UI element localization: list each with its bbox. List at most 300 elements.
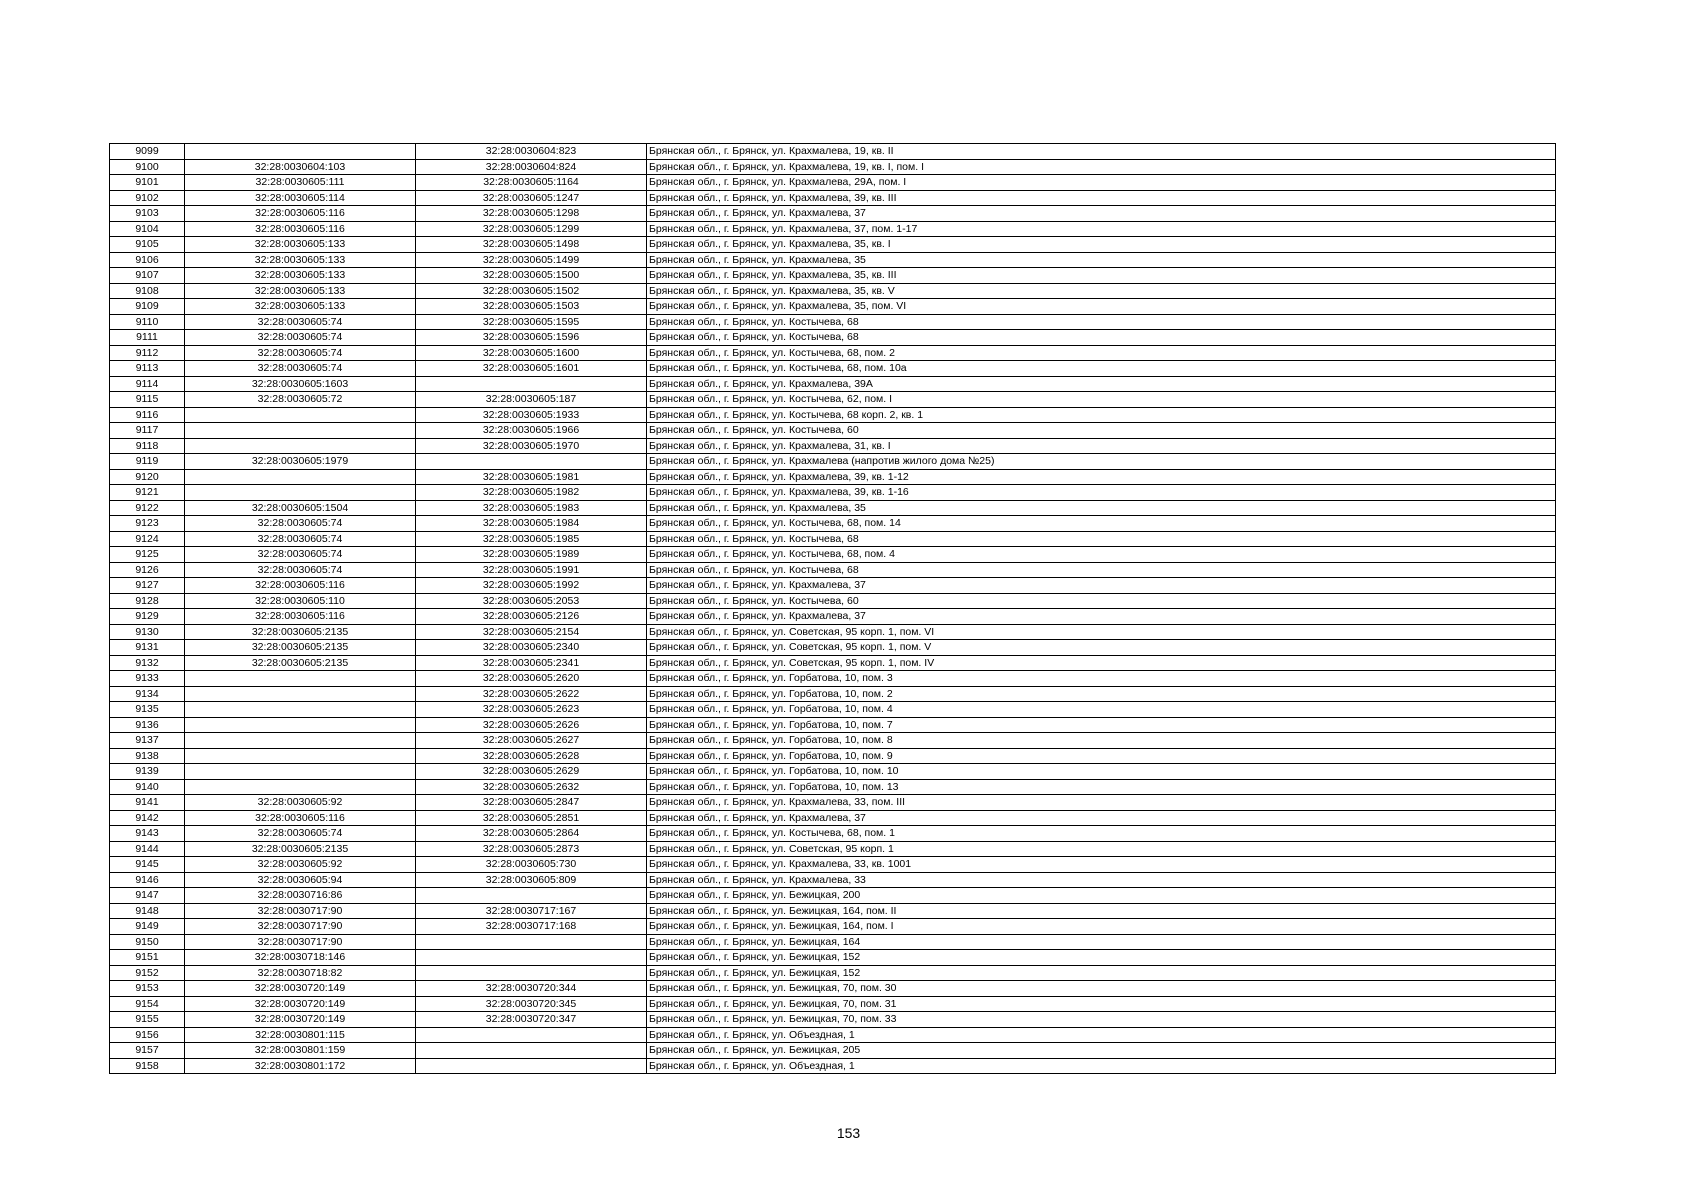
address-cell: Брянская обл., г. Брянск, ул. Костычева, 68, пом. 14 [647,516,1556,532]
row-number-cell: 9120 [110,469,185,485]
row-number-cell: 9118 [110,438,185,454]
row-number-cell: 9139 [110,764,185,780]
row-number-cell: 9112 [110,345,185,361]
table-row [110,283,1556,299]
cadastral-number-cell: 32:28:0030605:1979 [185,454,416,470]
object-cadastral-number-cell: 32:28:0030720:345 [416,996,647,1012]
row-number-cell: 9117 [110,423,185,439]
address-cell: Брянская обл., г. Брянск, ул. Объездная, 1 [647,1058,1556,1074]
cadastral-number-cell: 32:28:0030801:159 [185,1043,416,1059]
address-cell: Брянская обл., г. Брянск, ул. Бежицкая, 70, пом. 31 [647,996,1556,1012]
cadastral-number-cell: 32:28:0030605:2135 [185,624,416,640]
address-cell: Брянская обл., г. Брянск, ул. Крахмалева (напротив жилого дома №25) [647,454,1556,470]
registry-table-body [110,144,1556,1074]
table-row [110,733,1556,749]
table-row [110,144,1556,160]
row-number-cell: 9150 [110,934,185,950]
cadastral-number-cell: 32:28:0030605:74 [185,562,416,578]
address-cell: Брянская обл., г. Брянск, ул. Костычева, 60 [647,423,1556,439]
object-cadastral-number-cell [416,1043,647,1059]
address-cell: Брянская обл., г. Брянск, ул. Горбатова, 10, пом. 7 [647,717,1556,733]
cadastral-number-cell [185,702,416,718]
address-cell: Брянская обл., г. Брянск, ул. Крахмалева, 37 [647,810,1556,826]
address-cell: Брянская обл., г. Брянск, ул. Горбатова, 10, пом. 4 [647,702,1556,718]
address-cell: Брянская обл., г. Брянск, ул. Крахмалева, 33, кв. 1001 [647,857,1556,873]
object-cadastral-number-cell: 32:28:0030605:1970 [416,438,647,454]
object-cadastral-number-cell: 32:28:0030605:809 [416,872,647,888]
cadastral-number-cell: 32:28:0030605:74 [185,314,416,330]
cadastral-number-cell [185,779,416,795]
address-cell: Брянская обл., г. Брянск, ул. Крахмалева, 35, пом. VI [647,299,1556,315]
address-cell: Брянская обл., г. Брянск, ул. Крахмалева, 35, кв. V [647,283,1556,299]
object-cadastral-number-cell [416,1027,647,1043]
address-cell: Брянская обл., г. Брянск, ул. Советская, 95 корп. 1, пом. IV [647,655,1556,671]
table-row [110,841,1556,857]
address-cell: Брянская обл., г. Брянск, ул. Костычева, 68, пом. 4 [647,547,1556,563]
address-cell: Брянская обл., г. Брянск, ул. Крахмалева, 19, кв. II [647,144,1556,160]
object-cadastral-number-cell [416,950,647,966]
object-cadastral-number-cell: 32:28:0030605:1933 [416,407,647,423]
row-number-cell: 9145 [110,857,185,873]
object-cadastral-number-cell: 32:28:0030605:1984 [416,516,647,532]
table-row [110,237,1556,253]
row-number-cell: 9130 [110,624,185,640]
table-row [110,593,1556,609]
cadastral-number-cell: 32:28:0030605:74 [185,361,416,377]
cadastral-number-cell [185,144,416,160]
row-number-cell: 9121 [110,485,185,501]
table-row [110,686,1556,702]
address-cell: Брянская обл., г. Брянск, ул. Советская, 95 корп. 1 [647,841,1556,857]
row-number-cell: 9102 [110,190,185,206]
cadastral-number-cell: 32:28:0030605:74 [185,516,416,532]
address-cell: Брянская обл., г. Брянск, ул. Крахмалева, 37, пом. 1-17 [647,221,1556,237]
cadastral-number-cell: 32:28:0030720:149 [185,996,416,1012]
row-number-cell: 9124 [110,531,185,547]
table-row [110,500,1556,516]
address-cell: Брянская обл., г. Брянск, ул. Костычева, 68 корп. 2, кв. 1 [647,407,1556,423]
row-number-cell: 9158 [110,1058,185,1074]
table-row [110,361,1556,377]
table-row [110,438,1556,454]
address-cell: Брянская обл., г. Брянск, ул. Костычева, 68 [647,330,1556,346]
object-cadastral-number-cell: 32:28:0030605:2628 [416,748,647,764]
table-row [110,469,1556,485]
address-cell: Брянская обл., г. Брянск, ул. Крахмалева, 33 [647,872,1556,888]
table-row [110,314,1556,330]
cadastral-number-cell [185,717,416,733]
object-cadastral-number-cell: 32:28:0030605:1503 [416,299,647,315]
row-number-cell: 9135 [110,702,185,718]
row-number-cell: 9132 [110,655,185,671]
cadastral-number-cell: 32:28:0030605:133 [185,237,416,253]
table-row [110,345,1556,361]
cadastral-number-cell [185,764,416,780]
row-number-cell: 9148 [110,903,185,919]
table-row [110,206,1556,222]
object-cadastral-number-cell: 32:28:0030605:1299 [416,221,647,237]
cadastral-number-cell: 32:28:0030605:133 [185,283,416,299]
cadastral-number-cell: 32:28:0030718:82 [185,965,416,981]
address-cell: Брянская обл., г. Брянск, ул. Крахмалева, 31, кв. I [647,438,1556,454]
address-cell: Брянская обл., г. Брянск, ул. Крахмалева, 39, кв. 1-12 [647,469,1556,485]
row-number-cell: 9107 [110,268,185,284]
row-number-cell: 9105 [110,237,185,253]
object-cadastral-number-cell: 32:28:0030605:1985 [416,531,647,547]
object-cadastral-number-cell: 32:28:0030604:824 [416,159,647,175]
row-number-cell: 9128 [110,593,185,609]
row-number-cell: 9122 [110,500,185,516]
row-number-cell: 9157 [110,1043,185,1059]
row-number-cell: 9146 [110,872,185,888]
object-cadastral-number-cell: 32:28:0030720:344 [416,981,647,997]
address-cell: Брянская обл., г. Брянск, ул. Костычева, 68 [647,531,1556,547]
address-cell: Брянская обл., г. Брянск, ул. Крахмалева, 37 [647,578,1556,594]
table-row [110,826,1556,842]
address-cell: Брянская обл., г. Брянск, ул. Горбатова, 10, пом. 8 [647,733,1556,749]
page-number: 153 [836,1125,861,1141]
table-row [110,1027,1556,1043]
table-row [110,640,1556,656]
address-cell: Брянская обл., г. Брянск, ул. Бежицкая, 164, пом. II [647,903,1556,919]
row-number-cell: 9143 [110,826,185,842]
row-number-cell: 9108 [110,283,185,299]
row-number-cell: 9136 [110,717,185,733]
cadastral-number-cell: 32:28:0030717:90 [185,919,416,935]
object-cadastral-number-cell: 32:28:0030605:1601 [416,361,647,377]
address-cell: Брянская обл., г. Брянск, ул. Крахмалева, 39, кв. III [647,190,1556,206]
row-number-cell: 9103 [110,206,185,222]
object-cadastral-number-cell: 32:28:0030605:2632 [416,779,647,795]
cadastral-number-cell: 32:28:0030605:116 [185,578,416,594]
table-row [110,330,1556,346]
object-cadastral-number-cell: 32:28:0030605:2154 [416,624,647,640]
table-row [110,392,1556,408]
object-cadastral-number-cell [416,934,647,950]
cadastral-number-cell: 32:28:0030604:103 [185,159,416,175]
address-cell: Брянская обл., г. Брянск, ул. Бежицкая, 200 [647,888,1556,904]
row-number-cell: 9138 [110,748,185,764]
object-cadastral-number-cell [416,1058,647,1074]
row-number-cell: 9101 [110,175,185,191]
object-cadastral-number-cell: 32:28:0030717:168 [416,919,647,935]
object-cadastral-number-cell [416,454,647,470]
cadastral-number-cell [185,438,416,454]
row-number-cell: 9110 [110,314,185,330]
object-cadastral-number-cell [416,376,647,392]
address-cell: Брянская обл., г. Брянск, ул. Бежицкая, 205 [647,1043,1556,1059]
address-cell: Брянская обл., г. Брянск, ул. Бежицкая, 164 [647,934,1556,950]
cadastral-number-cell: 32:28:0030605:133 [185,299,416,315]
row-number-cell: 9099 [110,144,185,160]
table-row [110,748,1556,764]
object-cadastral-number-cell: 32:28:0030605:1502 [416,283,647,299]
address-cell: Брянская обл., г. Брянск, ул. Крахмалева, 35, кв. III [647,268,1556,284]
cadastral-number-cell: 32:28:0030801:115 [185,1027,416,1043]
table-row [110,547,1556,563]
row-number-cell: 9125 [110,547,185,563]
table-row [110,655,1556,671]
address-cell: Брянская обл., г. Брянск, ул. Бежицкая, 70, пом. 33 [647,1012,1556,1028]
cadastral-number-cell [185,485,416,501]
object-cadastral-number-cell: 32:28:0030717:167 [416,903,647,919]
row-number-cell: 9123 [110,516,185,532]
address-cell: Брянская обл., г. Брянск, ул. Костычева, 68 [647,562,1556,578]
address-cell: Брянская обл., г. Брянск, ул. Крахмалева, 29А, пом. I [647,175,1556,191]
row-number-cell: 9137 [110,733,185,749]
row-number-cell: 9114 [110,376,185,392]
row-number-cell: 9151 [110,950,185,966]
address-cell: Брянская обл., г. Брянск, ул. Бежицкая, 164, пом. I [647,919,1556,935]
table-row [110,221,1556,237]
address-cell: Брянская обл., г. Брянск, ул. Крахмалева, 39, кв. 1-16 [647,485,1556,501]
cadastral-number-cell: 32:28:0030605:133 [185,252,416,268]
cadastral-number-cell: 32:28:0030801:172 [185,1058,416,1074]
cadastral-number-cell: 32:28:0030605:116 [185,810,416,826]
table-row [110,950,1556,966]
object-cadastral-number-cell: 32:28:0030605:1596 [416,330,647,346]
table-row [110,423,1556,439]
table-row [110,717,1556,733]
address-cell: Брянская обл., г. Брянск, ул. Крахмалева, 37 [647,609,1556,625]
table-row [110,485,1556,501]
row-number-cell: 9109 [110,299,185,315]
cadastral-number-cell: 32:28:0030605:74 [185,531,416,547]
row-number-cell: 9147 [110,888,185,904]
address-cell: Брянская обл., г. Брянск, ул. Советская, 95 корп. 1, пом. VI [647,624,1556,640]
cadastral-number-cell: 32:28:0030605:74 [185,330,416,346]
cadastral-number-cell [185,748,416,764]
object-cadastral-number-cell: 32:28:0030605:2627 [416,733,647,749]
row-number-cell: 9100 [110,159,185,175]
row-number-cell: 9111 [110,330,185,346]
cadastral-number-cell: 32:28:0030605:2135 [185,655,416,671]
cadastral-number-cell: 32:28:0030605:116 [185,609,416,625]
table-row [110,903,1556,919]
address-cell: Брянская обл., г. Брянск, ул. Костычева, 68, пом. 2 [647,345,1556,361]
cadastral-number-cell: 32:28:0030605:74 [185,547,416,563]
cadastral-number-cell: 32:28:0030720:149 [185,981,416,997]
object-cadastral-number-cell: 32:28:0030605:1498 [416,237,647,253]
table-row [110,779,1556,795]
cadastral-number-cell: 32:28:0030605:72 [185,392,416,408]
cadastral-number-cell: 32:28:0030605:116 [185,206,416,222]
address-cell: Брянская обл., г. Брянск, ул. Бежицкая, 152 [647,965,1556,981]
cadastral-number-cell: 32:28:0030605:114 [185,190,416,206]
object-cadastral-number-cell: 32:28:0030720:347 [416,1012,647,1028]
table-row [110,624,1556,640]
object-cadastral-number-cell: 32:28:0030605:1992 [416,578,647,594]
row-number-cell: 9149 [110,919,185,935]
address-cell: Брянская обл., г. Брянск, ул. Костычева, 68, пом. 10а [647,361,1556,377]
cadastral-number-cell: 32:28:0030605:2135 [185,841,416,857]
object-cadastral-number-cell [416,888,647,904]
table-row [110,376,1556,392]
row-number-cell: 9119 [110,454,185,470]
table-row [110,159,1556,175]
row-number-cell: 9144 [110,841,185,857]
address-cell: Брянская обл., г. Брянск, ул. Крахмалева, 19, кв. I, пом. I [647,159,1556,175]
address-cell: Брянская обл., г. Брянск, ул. Горбатова, 10, пом. 3 [647,671,1556,687]
address-cell: Брянская обл., г. Брянск, ул. Бежицкая, 70, пом. 30 [647,981,1556,997]
address-cell: Брянская обл., г. Брянск, ул. Горбатова, 10, пом. 2 [647,686,1556,702]
cadastral-number-cell [185,733,416,749]
cadastral-number-cell: 32:28:0030605:92 [185,795,416,811]
table-row [110,888,1556,904]
table-row [110,407,1556,423]
object-cadastral-number-cell: 32:28:0030605:1981 [416,469,647,485]
address-cell: Брянская обл., г. Брянск, ул. Горбатова, 10, пом. 9 [647,748,1556,764]
object-cadastral-number-cell: 32:28:0030605:2623 [416,702,647,718]
address-cell: Брянская обл., г. Брянск, ул. Горбатова, 10, пом. 13 [647,779,1556,795]
address-cell: Брянская обл., г. Брянск, ул. Крахмалева, 33, пом. III [647,795,1556,811]
table-row [110,299,1556,315]
cadastral-number-cell [185,407,416,423]
object-cadastral-number-cell: 32:28:0030605:1164 [416,175,647,191]
row-number-cell: 9152 [110,965,185,981]
cadastral-number-cell: 32:28:0030605:74 [185,826,416,842]
object-cadastral-number-cell: 32:28:0030605:2864 [416,826,647,842]
cadastral-number-cell: 32:28:0030605:133 [185,268,416,284]
cadastral-number-cell [185,469,416,485]
row-number-cell: 9142 [110,810,185,826]
table-row [110,531,1556,547]
table-row [110,562,1556,578]
row-number-cell: 9127 [110,578,185,594]
table-row [110,609,1556,625]
cadastral-number-cell: 32:28:0030605:2135 [185,640,416,656]
cadastral-number-cell: 32:28:0030605:1504 [185,500,416,516]
address-cell: Брянская обл., г. Брянск, ул. Горбатова, 10, пом. 10 [647,764,1556,780]
object-cadastral-number-cell: 32:28:0030604:823 [416,144,647,160]
object-cadastral-number-cell: 32:28:0030605:2629 [416,764,647,780]
row-number-cell: 9104 [110,221,185,237]
cadastral-number-cell [185,671,416,687]
cadastral-number-cell: 32:28:0030717:90 [185,934,416,950]
cadastral-number-cell: 32:28:0030718:146 [185,950,416,966]
cadastral-number-cell: 32:28:0030605:116 [185,221,416,237]
row-number-cell: 9155 [110,1012,185,1028]
row-number-cell: 9153 [110,981,185,997]
registry-table [109,143,1556,1074]
row-number-cell: 9131 [110,640,185,656]
object-cadastral-number-cell [416,965,647,981]
object-cadastral-number-cell: 32:28:0030605:2620 [416,671,647,687]
object-cadastral-number-cell: 32:28:0030605:1982 [416,485,647,501]
address-cell: Брянская обл., г. Брянск, ул. Крахмалева, 35 [647,252,1556,268]
row-number-cell: 9134 [110,686,185,702]
object-cadastral-number-cell: 32:28:0030605:1966 [416,423,647,439]
object-cadastral-number-cell: 32:28:0030605:1989 [416,547,647,563]
table-row [110,810,1556,826]
object-cadastral-number-cell: 32:28:0030605:2340 [416,640,647,656]
object-cadastral-number-cell: 32:28:0030605:2053 [416,593,647,609]
row-number-cell: 9156 [110,1027,185,1043]
address-cell: Брянская обл., г. Брянск, ул. Бежицкая, 152 [647,950,1556,966]
table-row [110,454,1556,470]
address-cell: Брянская обл., г. Брянск, ул. Крахмалева, 35, кв. I [647,237,1556,253]
table-row [110,578,1556,594]
address-cell: Брянская обл., г. Брянск, ул. Крахмалева, 35 [647,500,1556,516]
object-cadastral-number-cell: 32:28:0030605:1500 [416,268,647,284]
object-cadastral-number-cell: 32:28:0030605:1595 [416,314,647,330]
object-cadastral-number-cell: 32:28:0030605:2126 [416,609,647,625]
row-number-cell: 9129 [110,609,185,625]
row-number-cell: 9141 [110,795,185,811]
object-cadastral-number-cell: 32:28:0030605:2847 [416,795,647,811]
object-cadastral-number-cell: 32:28:0030605:187 [416,392,647,408]
table-row [110,795,1556,811]
object-cadastral-number-cell: 32:28:0030605:1991 [416,562,647,578]
table-row [110,190,1556,206]
table-row [110,1043,1556,1059]
table-row [110,934,1556,950]
object-cadastral-number-cell: 32:28:0030605:2341 [416,655,647,671]
address-cell: Брянская обл., г. Брянск, ул. Костычева, 60 [647,593,1556,609]
object-cadastral-number-cell: 32:28:0030605:2873 [416,841,647,857]
cadastral-number-cell: 32:28:0030720:149 [185,1012,416,1028]
row-number-cell: 9140 [110,779,185,795]
object-cadastral-number-cell: 32:28:0030605:1298 [416,206,647,222]
cadastral-number-cell: 32:28:0030605:92 [185,857,416,873]
table-row [110,516,1556,532]
row-number-cell: 9154 [110,996,185,1012]
object-cadastral-number-cell: 32:28:0030605:730 [416,857,647,873]
table-row [110,268,1556,284]
table-row [110,872,1556,888]
cadastral-number-cell: 32:28:0030605:111 [185,175,416,191]
cadastral-number-cell: 32:28:0030605:110 [185,593,416,609]
cadastral-number-cell: 32:28:0030605:94 [185,872,416,888]
object-cadastral-number-cell: 32:28:0030605:1600 [416,345,647,361]
table-row [110,1058,1556,1074]
row-number-cell: 9133 [110,671,185,687]
address-cell: Брянская обл., г. Брянск, ул. Советская, 95 корп. 1, пом. V [647,640,1556,656]
address-cell: Брянская обл., г. Брянск, ул. Костычева, 68 [647,314,1556,330]
table-row [110,764,1556,780]
table-row [110,996,1556,1012]
row-number-cell: 9106 [110,252,185,268]
object-cadastral-number-cell: 32:28:0030605:1983 [416,500,647,516]
table-row [110,919,1556,935]
table-row [110,671,1556,687]
cadastral-number-cell [185,423,416,439]
address-cell: Брянская обл., г. Брянск, ул. Костычева, 68, пом. 1 [647,826,1556,842]
table-row [110,175,1556,191]
table-row [110,702,1556,718]
cadastral-number-cell: 32:28:0030717:90 [185,903,416,919]
address-cell: Брянская обл., г. Брянск, ул. Костычева, 62, пом. I [647,392,1556,408]
row-number-cell: 9116 [110,407,185,423]
object-cadastral-number-cell: 32:28:0030605:1499 [416,252,647,268]
table-row [110,857,1556,873]
table-row [110,252,1556,268]
object-cadastral-number-cell: 32:28:0030605:2851 [416,810,647,826]
cadastral-number-cell: 32:28:0030605:1603 [185,376,416,392]
cadastral-number-cell: 32:28:0030605:74 [185,345,416,361]
object-cadastral-number-cell: 32:28:0030605:1247 [416,190,647,206]
table-row [110,981,1556,997]
address-cell: Брянская обл., г. Брянск, ул. Объездная, 1 [647,1027,1556,1043]
row-number-cell: 9115 [110,392,185,408]
row-number-cell: 9126 [110,562,185,578]
row-number-cell: 9113 [110,361,185,377]
object-cadastral-number-cell: 32:28:0030605:2626 [416,717,647,733]
object-cadastral-number-cell: 32:28:0030605:2622 [416,686,647,702]
table-row [110,965,1556,981]
table-row [110,1012,1556,1028]
cadastral-number-cell: 32:28:0030716:86 [185,888,416,904]
